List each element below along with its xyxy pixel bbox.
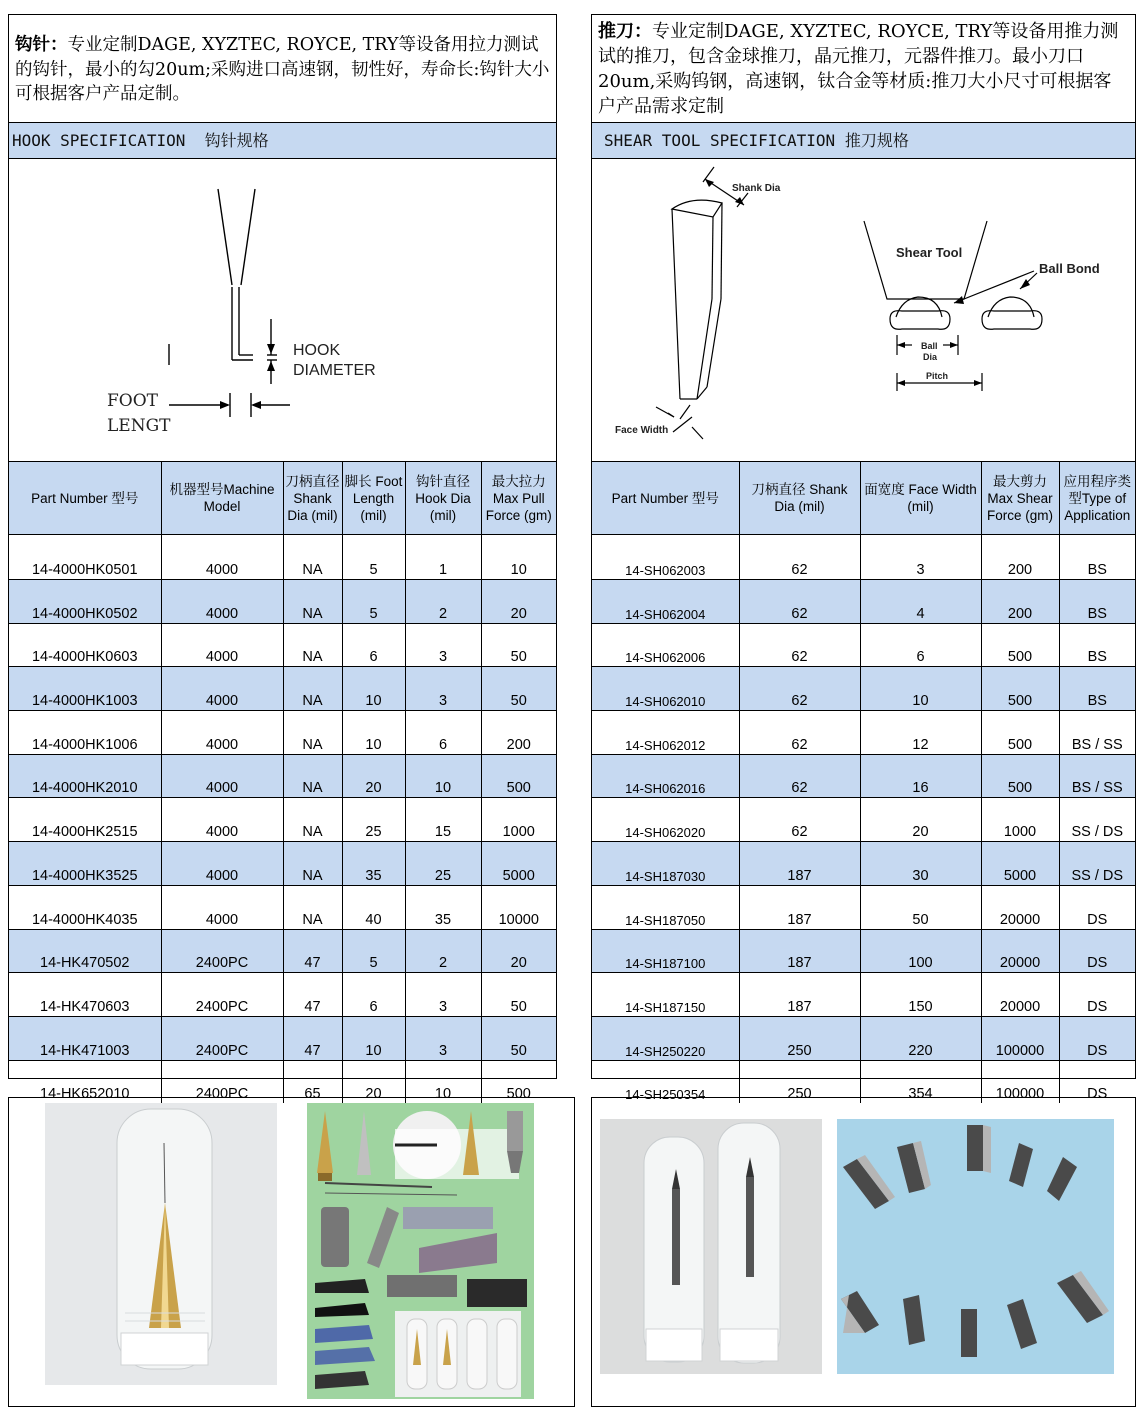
face-width: 4 <box>860 580 981 624</box>
hook-panel <box>8 14 557 1103</box>
part-number: 14-SH062003 <box>592 535 739 580</box>
hook-spec-table <box>9 462 556 1103</box>
max-shear-force: 500 <box>981 754 1059 798</box>
part-number: 14-SH250354 <box>592 1060 739 1103</box>
application-type: DS <box>1059 929 1135 973</box>
application-type: DS <box>1059 1060 1135 1103</box>
max-shear-force: 100000 <box>981 1060 1059 1103</box>
max-pull-force: 1000 <box>481 798 556 842</box>
hook-diagram-drawing <box>9 159 556 461</box>
shank-dia: 187 <box>739 929 860 973</box>
part-number: 14-4000HK1006 <box>9 711 161 755</box>
part-number: 14-SH062012 <box>592 711 739 755</box>
hook-dia: 3 <box>405 667 481 711</box>
hook-dia: 25 <box>405 842 481 886</box>
machine-model: 4000 <box>161 754 283 798</box>
face-width: 10 <box>860 667 981 711</box>
max-shear-force: 200 <box>981 580 1059 624</box>
foot-length: 5 <box>342 535 405 580</box>
ball-bond-label: Ball Bond <box>1039 261 1100 276</box>
col-face-width: 面宽度 Face Width (mil) <box>860 462 981 535</box>
shank-dia: 187 <box>739 842 860 886</box>
hook-table-header-row <box>9 462 556 535</box>
shank-dia: NA <box>283 754 342 798</box>
foot-length-label-2: LENGT <box>107 416 171 436</box>
foot-length: 10 <box>342 1016 405 1060</box>
shear-collection-photo <box>837 1119 1114 1374</box>
max-pull-force: 500 <box>481 754 556 798</box>
application-type: SS / DS <box>1059 842 1135 886</box>
shank-dia-label: Shank Dia <box>732 183 781 194</box>
part-number: 14-SH187150 <box>592 973 739 1017</box>
hook-spec-title: HOOK SPECIFICATION 钩针规格 <box>9 123 556 159</box>
shank-dia: 62 <box>739 580 860 624</box>
application-type: BS <box>1059 623 1135 667</box>
col-foot-length: 脚长 Foot Length (mil) <box>342 462 405 535</box>
application-type: DS <box>1059 973 1135 1017</box>
table-row <box>592 667 1135 711</box>
shank-dia: NA <box>283 580 342 624</box>
hook-dia: 10 <box>405 754 481 798</box>
table-row <box>9 711 556 755</box>
machine-model: 4000 <box>161 885 283 929</box>
col-max-shear-force: 最大剪力 Max Shear Force (gm) <box>981 462 1059 535</box>
table-row <box>9 1016 556 1060</box>
face-width: 100 <box>860 929 981 973</box>
hook-collection-illustration <box>307 1103 534 1399</box>
foot-length-label-1: FOOT <box>107 391 159 411</box>
max-pull-force: 50 <box>481 973 556 1017</box>
shank-dia: 47 <box>283 973 342 1017</box>
col-shank-dia: 刀柄直径 Shank Dia (mil) <box>739 462 860 535</box>
part-number: 14-4000HK0502 <box>9 580 161 624</box>
foot-length: 10 <box>342 667 405 711</box>
max-pull-force: 5000 <box>481 842 556 886</box>
shank-dia: 65 <box>283 1060 342 1103</box>
hook-dia: 3 <box>405 623 481 667</box>
shank-dia: 62 <box>739 798 860 842</box>
part-number: 14-HK471003 <box>9 1016 161 1060</box>
table-row <box>9 535 556 580</box>
max-pull-force: 50 <box>481 623 556 667</box>
table-row <box>9 667 556 711</box>
hook-intro-title: 钩针： <box>15 35 68 55</box>
hook-intro-text: 专业定制DAGE, XYZTEC, ROYCE, TRY等设备用拉力测试的钩针，最小的勾20um;采购进口高速钢，韧性好，寿命长:钩针大小可根据客户产品定制。 <box>15 35 550 104</box>
application-type: DS <box>1059 1016 1135 1060</box>
machine-model: 4000 <box>161 580 283 624</box>
table-row <box>592 885 1135 929</box>
shank-dia: NA <box>283 885 342 929</box>
table-row <box>592 535 1135 580</box>
max-shear-force: 100000 <box>981 1016 1059 1060</box>
max-shear-force: 5000 <box>981 842 1059 886</box>
hook-dia: 35 <box>405 885 481 929</box>
part-number: 14-4000HK3525 <box>9 842 161 886</box>
shank-dia: NA <box>283 711 342 755</box>
part-number: 14-SH187050 <box>592 885 739 929</box>
foot-length: 10 <box>342 711 405 755</box>
machine-model: 4000 <box>161 798 283 842</box>
application-type: DS <box>1059 885 1135 929</box>
max-pull-force: 10 <box>510 562 527 578</box>
table-row <box>592 929 1135 973</box>
machine-model: 2400PC <box>161 1016 283 1060</box>
hook-intro <box>9 15 556 123</box>
hook-dia: 6 <box>405 711 481 755</box>
table-row <box>9 754 556 798</box>
face-width: 6 <box>860 623 981 667</box>
part-number: 14-SH062004 <box>592 580 739 624</box>
shank-dia: NA <box>283 842 342 886</box>
max-shear-force: 500 <box>981 711 1059 755</box>
shear-tool-label: Shear Tool <box>896 245 963 260</box>
shear-panel <box>591 14 1136 1103</box>
face-width: 50 <box>860 885 981 929</box>
table-row <box>9 623 556 667</box>
shear-intro-title: 推刀： <box>598 21 652 42</box>
max-shear-force: 20000 <box>981 885 1059 929</box>
face-width: 150 <box>860 973 981 1017</box>
machine-model: 4000 <box>161 667 283 711</box>
shank-dia: NA <box>283 667 342 711</box>
max-shear-force: 200 <box>981 535 1059 580</box>
col-machine-model: 机器型号Machine Model <box>161 462 283 535</box>
hook-dia: 2 <box>405 580 481 624</box>
face-width: 16 <box>860 754 981 798</box>
max-pull-force: 50 <box>481 1016 556 1060</box>
hook-diameter-label-1: HOOK <box>293 342 341 359</box>
max-shear-force: 500 <box>981 667 1059 711</box>
shear-photos <box>591 1097 1136 1407</box>
part-number: 14-4000HK1003 <box>9 667 161 711</box>
max-pull-force: 10000 <box>481 885 556 929</box>
face-width: 3 <box>860 535 981 580</box>
shank-dia: 62 <box>739 711 860 755</box>
max-pull-force: 20 <box>481 929 556 973</box>
table-row <box>9 885 556 929</box>
shear-spec-table <box>592 462 1135 1103</box>
table-row <box>592 711 1135 755</box>
part-number: 14-4000HK4035 <box>9 885 161 929</box>
part-number: 14-HK470603 <box>9 973 161 1017</box>
max-pull-force: 200 <box>481 711 556 755</box>
foot-length: 35 <box>342 842 405 886</box>
table-row <box>9 929 556 973</box>
table-row <box>592 842 1135 886</box>
table-row <box>592 580 1135 624</box>
application-type: BS <box>1087 562 1107 578</box>
shank-dia: 47 <box>283 929 342 973</box>
shear-in-tube-photo <box>600 1119 822 1374</box>
part-number: 14-SH187030 <box>592 842 739 886</box>
hook-in-tube-illustration <box>45 1103 277 1385</box>
face-width: 20 <box>860 798 981 842</box>
table-row <box>592 1016 1135 1060</box>
foot-length: 5 <box>342 929 405 973</box>
face-width: 12 <box>860 711 981 755</box>
machine-model: 2400PC <box>161 1060 283 1103</box>
shear-diagram-drawing <box>592 159 1135 461</box>
face-width: 220 <box>860 1016 981 1060</box>
hook-dia: 3 <box>405 973 481 1017</box>
shank-dia: NA <box>283 535 342 580</box>
foot-length: 5 <box>342 580 405 624</box>
application-type: BS <box>1059 667 1135 711</box>
hook-photos <box>8 1097 575 1407</box>
shank-dia: 62 <box>739 754 860 798</box>
machine-model: 2400PC <box>161 929 283 973</box>
table-row <box>9 798 556 842</box>
face-width: 30 <box>860 842 981 886</box>
part-number: 14-SH062016 <box>592 754 739 798</box>
foot-length: 25 <box>342 798 405 842</box>
hook-collection-photo <box>307 1103 534 1399</box>
part-number: 14-4000HK2515 <box>9 798 161 842</box>
col-hook-dia: 钩针直径 Hook Dia (mil) <box>405 462 481 535</box>
shear-intro <box>592 15 1135 123</box>
col-part-number: Part Number 型号 <box>592 462 739 535</box>
shank-dia: 250 <box>739 1016 860 1060</box>
shear-in-tube-illustration <box>600 1119 822 1374</box>
hook-diameter-label-2: DIAMETER <box>293 362 376 379</box>
application-type: BS / SS <box>1059 711 1135 755</box>
part-number: 14-4000HK2010 <box>9 754 161 798</box>
part-number: 14-4000HK0501 <box>9 535 161 580</box>
table-row <box>9 973 556 1017</box>
max-shear-force: 500 <box>981 623 1059 667</box>
col-part-number: Part Number 型号 <box>9 462 161 535</box>
foot-length: 40 <box>342 885 405 929</box>
max-pull-force: 20 <box>481 580 556 624</box>
machine-model: 4000 <box>161 842 283 886</box>
hook-dia: 10 <box>405 1060 481 1103</box>
hook-diagram <box>9 159 556 462</box>
shear-collection-illustration <box>837 1119 1114 1374</box>
face-width: 354 <box>860 1060 981 1103</box>
application-type: BS <box>1059 580 1135 624</box>
table-row <box>9 842 556 886</box>
application-type: BS / SS <box>1059 754 1135 798</box>
hook-dia: 1 <box>405 535 481 580</box>
table-row <box>592 973 1135 1017</box>
max-shear-force: 20000 <box>981 929 1059 973</box>
table-row <box>9 580 556 624</box>
hook-in-tube-photo <box>45 1103 277 1385</box>
col-application-type: 应用程序类型Type of Application <box>1059 462 1135 535</box>
part-number: 14-SH062006 <box>592 623 739 667</box>
shank-dia: 250 <box>739 1060 860 1103</box>
shank-dia: 62 <box>739 667 860 711</box>
foot-length: 20 <box>342 1060 405 1103</box>
hook-dia: 3 <box>405 1016 481 1060</box>
part-number: 14-SH062020 <box>592 798 739 842</box>
part-number: 14-SH250220 <box>592 1016 739 1060</box>
part-number: 14-HK652010 <box>9 1060 161 1103</box>
col-shank-dia: 刀柄直径Shank Dia (mil) <box>283 462 342 535</box>
part-number: 14-SH062010 <box>592 667 739 711</box>
shear-intro-text: 专业定制DAGE, XYZTEC, ROYCE, TRY等设备用推力测试的推刀，包含金球推刀，晶元推刀，元器件推刀。最小刀口20um,采购钨钢，高速钢，钛合金等材质:推刀大小尺寸可根据客户产品需求定制 <box>598 21 1119 117</box>
ball-dia-label-2: Dia <box>923 352 938 362</box>
shank-dia: 62 <box>739 535 860 580</box>
machine-model: 4000 <box>161 711 283 755</box>
max-pull-force: 500 <box>481 1060 556 1103</box>
table-row <box>592 623 1135 667</box>
foot-length: 20 <box>342 754 405 798</box>
shank-dia: 47 <box>283 1016 342 1060</box>
max-shear-force: 1000 <box>981 798 1059 842</box>
machine-model: 4000 <box>161 535 283 580</box>
foot-length: 6 <box>342 623 405 667</box>
hook-dia: 2 <box>405 929 481 973</box>
shank-dia: 187 <box>739 885 860 929</box>
part-number: 14-HK470502 <box>9 929 161 973</box>
face-width-label: Face Width <box>615 425 669 436</box>
max-shear-force: 20000 <box>981 973 1059 1017</box>
machine-model: 4000 <box>161 623 283 667</box>
shear-table-header-row <box>592 462 1135 535</box>
ball-dia-label-1: Ball <box>921 341 938 351</box>
table-row <box>592 754 1135 798</box>
machine-model: 2400PC <box>161 973 283 1017</box>
part-number: 14-4000HK0603 <box>9 623 161 667</box>
shear-diagram <box>592 159 1135 462</box>
shear-spec-title: SHEAR TOOL SPECIFICATION 推刀规格 <box>592 123 1135 159</box>
table-row <box>592 798 1135 842</box>
part-number: 14-SH187100 <box>592 929 739 973</box>
shank-dia: NA <box>283 623 342 667</box>
hook-dia: 15 <box>405 798 481 842</box>
application-type: SS / DS <box>1059 798 1135 842</box>
max-pull-force: 50 <box>481 667 556 711</box>
shank-dia: 187 <box>739 973 860 1017</box>
pitch-label: Pitch <box>926 371 949 381</box>
col-max-pull-force: 最大拉力 Max Pull Force (gm) <box>481 462 556 535</box>
foot-length: 6 <box>342 973 405 1017</box>
shank-dia: NA <box>283 798 342 842</box>
shank-dia: 62 <box>739 623 860 667</box>
